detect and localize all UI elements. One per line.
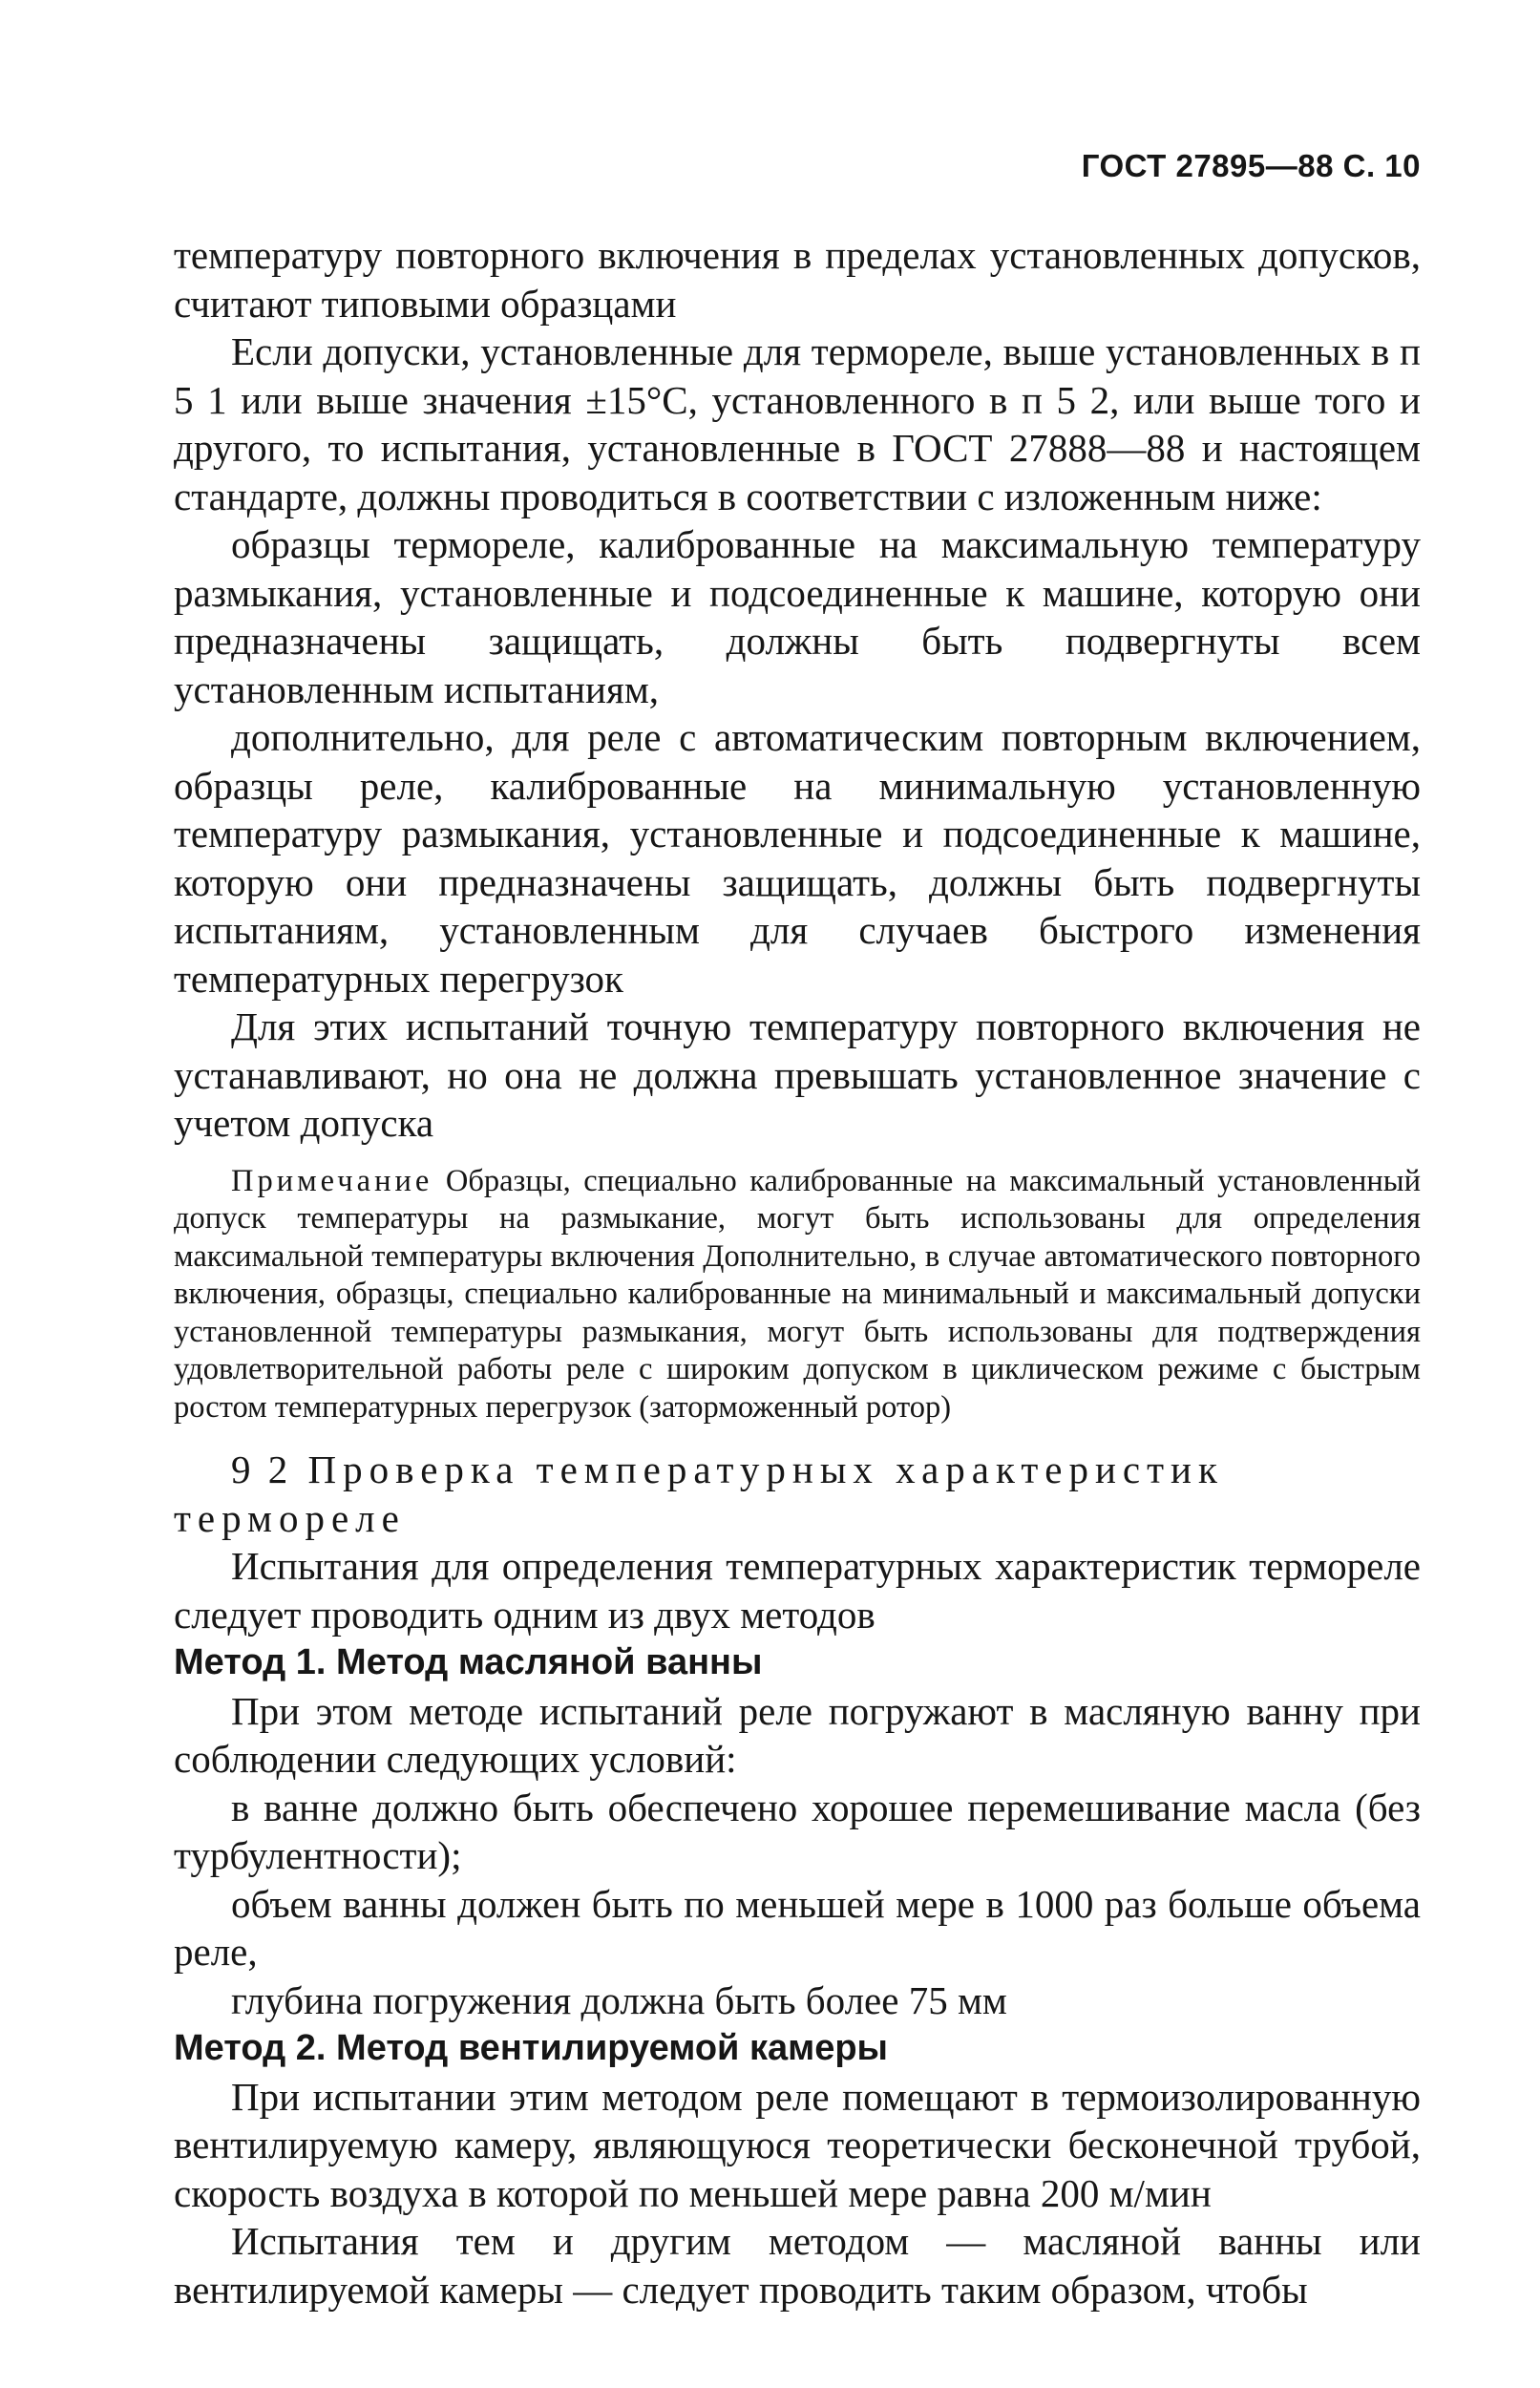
method1-item-mixing: в ванне должно быть обеспечено хорошее перемешивание масла (без турбулентности); (174, 1785, 1421, 1877)
method1-intro: При этом методе испытаний реле погружают в масляную ванну при соблюдении следующих условий: (174, 1688, 1421, 1781)
paragraph-methods: Испытания для определения температурных характеристик термореле следует проводить одним из двух методов (174, 1544, 1421, 1637)
method1-title: Метод 1. Метод масляной ванны (174, 1642, 763, 1682)
section-heading (174, 1446, 1421, 1542)
method2-title: Метод 2. Метод вентилируемой камеры (174, 2028, 889, 2068)
paragraph-reclose-temp: Для этих испытаний точную температуру повторного включения не устанавливают, но она не должна превышать установленное значение с учетом допуска (174, 1004, 1421, 1145)
section-title: Проверка температурных характеристик термореле (174, 1448, 1224, 1540)
note-label: Примечание (231, 1163, 433, 1198)
paragraph-tolerances: Если допуски, установленные для термореле, выше установленных в п 5 1 или выше значения ±15°С, установленного в п 5 2, или выше того и другого, то испытания, установленные в ГОСТ 27888—88 и настоящем стандарте, должны проводиться в соответствии с изложенным ниже: (174, 329, 1421, 518)
document-body (174, 231, 1421, 2314)
method1-item-depth: глубина погружения должна быть более 75 мм (231, 1977, 1007, 2022)
note (174, 1163, 1421, 1427)
method1-item-volume: объем ванны должен быть по меньшей мере в 1000 раз больше объема реле, (174, 1881, 1421, 1974)
section-number: 9 2 (231, 1448, 292, 1491)
method2-intro: При испытании этим методом реле помещают в термоизолированную вентилируемую камеру, являющуюся теоретически бесконечной трубой, скорость воздуха в которой по меньшей мере равна 200 м/мин (174, 2074, 1421, 2215)
page-header: ГОСТ 27895—88 С. 10 (1081, 148, 1421, 183)
method2-final: Испытания тем и другим методом — масляной ванны или вентилируемой камеры — следует проводить таким образом, чтобы (174, 2219, 1421, 2312)
paragraph-additional: дополнительно, для реле с автоматическим повторным включением, образцы реле, калиброванные на минимальную установленную температуру размыкания, установленные и подсоединенные к машине, которую они предназначены защищать, должны быть подвергнуты испытаниям, установленным для случаев быстрого изменения температурных перегрузок (174, 715, 1421, 1001)
note-text: Образцы, специально калиброванные на максимальный установленный допуск температуры на размыкание, могут быть использованы для определения максимальной температуры включения Дополнительно, в случае автоматического повторного включения, образцы, специально калиброванные на минимальный и максимальный допуски установленной температуры размыкания, могут быть использованы для подтверждения удовлетворительной работы реле с широким допуском в циклическом режиме с быстрым ростом температурных перегрузок (заторможенный ротор) (174, 1163, 1421, 1425)
paragraph-max-samples: образцы термореле, калиброванные на максимальную температуру размыкания, установленные и подсоединенные к машине, которую они предназначены защищать, должны быть подвергнуты всем установленным испытаниям, (174, 522, 1421, 711)
paragraph-continuation: температуру повторного включения в пределах установленных допусков, считают типовыми образцами (174, 233, 1421, 326)
